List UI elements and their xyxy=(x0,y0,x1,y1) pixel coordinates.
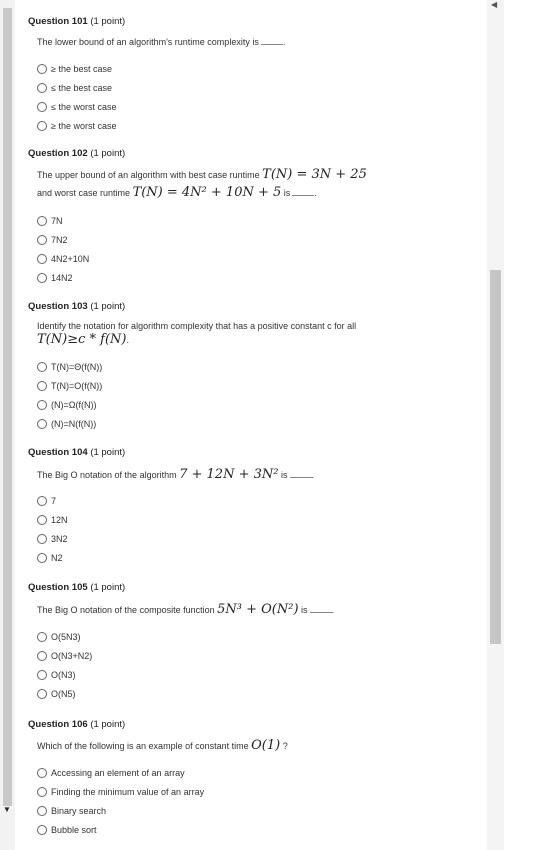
question-text-line-1: The upper bound of an algorithm with best case runtime T(N) = 3N + 25 xyxy=(37,167,367,182)
answer-blank xyxy=(292,189,314,196)
right-scrollbar[interactable] xyxy=(487,0,504,850)
option-3[interactable]: 3N2 xyxy=(37,531,68,547)
option-1[interactable]: 7N xyxy=(37,213,63,229)
option-1[interactable]: O(5N3) xyxy=(37,629,81,645)
option-4[interactable]: ≥ the worst case xyxy=(37,118,116,134)
left-scrollbar-thumb[interactable] xyxy=(3,8,12,806)
radio-button[interactable] xyxy=(37,496,47,506)
radio-button[interactable] xyxy=(37,515,47,525)
option-3[interactable]: O(N3) xyxy=(37,667,76,683)
radio-button[interactable] xyxy=(37,419,47,429)
question-102 xyxy=(28,148,488,283)
scroll-down-arrow-icon[interactable]: ▼ xyxy=(3,805,11,814)
question-text: Identify the notation for algorithm complexity that has a positive constant c for all xyxy=(37,321,357,331)
question-103 xyxy=(28,301,488,429)
question-104 xyxy=(28,447,488,563)
question-title: Question 104 (1 point) xyxy=(28,447,126,458)
question-title: Question 101 (1 point) xyxy=(28,16,126,27)
option-2[interactable]: ≤ the best case xyxy=(37,80,112,96)
right-scrollbar-thumb[interactable] xyxy=(490,270,501,644)
question-title: Question 106 (1 point) xyxy=(28,719,126,730)
radio-button[interactable] xyxy=(37,670,47,680)
radio-button[interactable] xyxy=(37,768,47,778)
question-106 xyxy=(28,719,488,835)
option-2[interactable]: 12N xyxy=(37,512,68,528)
option-1[interactable]: T(N)=Θ(f(N)) xyxy=(37,359,102,375)
radio-button[interactable] xyxy=(37,400,47,410)
radio-button[interactable] xyxy=(37,381,47,391)
question-text: The Big O notation of the algorithm 7 + 12N + 3N² is . xyxy=(37,467,315,482)
question-text: The Big O notation of the composite function 5N³ + O(N²) is . xyxy=(37,602,335,617)
option-2[interactable]: Finding the minimum value of an array xyxy=(37,784,204,800)
option-3[interactable]: Binary search xyxy=(37,803,106,819)
radio-button[interactable] xyxy=(37,689,47,699)
question-text-line-2: and worst case runtime T(N) = 4N² + 10N + 5 is . xyxy=(37,185,317,200)
question-text: Which of the following is an example of constant time O(1) ? xyxy=(37,738,288,753)
option-2[interactable]: O(N3+N2) xyxy=(37,648,92,664)
radio-button[interactable] xyxy=(37,102,47,112)
radio-button[interactable] xyxy=(37,235,47,245)
answer-blank xyxy=(310,606,332,613)
radio-button[interactable] xyxy=(37,651,47,661)
radio-button[interactable] xyxy=(37,273,47,283)
question-105 xyxy=(28,582,488,699)
option-1[interactable]: 7 xyxy=(37,493,56,509)
question-title: Question 103 (1 point) xyxy=(28,301,126,312)
radio-button[interactable] xyxy=(37,787,47,797)
option-2[interactable]: T(N)=O(f(N)) xyxy=(37,378,102,394)
option-3[interactable]: ≤ the worst case xyxy=(37,99,116,115)
radio-button[interactable] xyxy=(37,825,47,835)
radio-button[interactable] xyxy=(37,121,47,131)
option-4[interactable]: Bubble sort xyxy=(37,822,97,838)
radio-button[interactable] xyxy=(37,806,47,816)
option-1[interactable]: Accessing an element of an array xyxy=(37,765,185,781)
option-2[interactable]: 7N2 xyxy=(37,232,68,248)
question-title: Question 105 (1 point) xyxy=(28,582,126,593)
option-3[interactable]: (N)=Ω(f(N)) xyxy=(37,397,96,413)
option-4[interactable]: 14N2 xyxy=(37,270,73,286)
answer-blank xyxy=(261,38,283,45)
question-101 xyxy=(28,16,488,131)
scroll-up-arrow-icon[interactable]: ◀ xyxy=(491,0,498,9)
radio-button[interactable] xyxy=(37,362,47,372)
radio-button[interactable] xyxy=(37,534,47,544)
option-3[interactable]: 4N2+10N xyxy=(37,251,89,267)
option-4[interactable]: N2 xyxy=(37,550,63,566)
radio-button[interactable] xyxy=(37,553,47,563)
question-title: Question 102 (1 point) xyxy=(28,148,126,159)
answer-blank xyxy=(290,471,312,478)
radio-button[interactable] xyxy=(37,254,47,264)
option-4[interactable]: O(N5) xyxy=(37,686,76,702)
question-math: T(N)≥c * f(N). xyxy=(37,332,129,347)
radio-button[interactable] xyxy=(37,632,47,642)
radio-button[interactable] xyxy=(37,64,47,74)
option-1[interactable]: ≥ the best case xyxy=(37,61,112,77)
radio-button[interactable] xyxy=(37,216,47,226)
question-text: The lower bound of an algorithm's runtime complexity is . xyxy=(37,37,286,47)
left-scrollbar[interactable] xyxy=(0,0,15,850)
radio-button[interactable] xyxy=(37,83,47,93)
option-4[interactable]: (N)=N(f(N)) xyxy=(37,416,96,432)
